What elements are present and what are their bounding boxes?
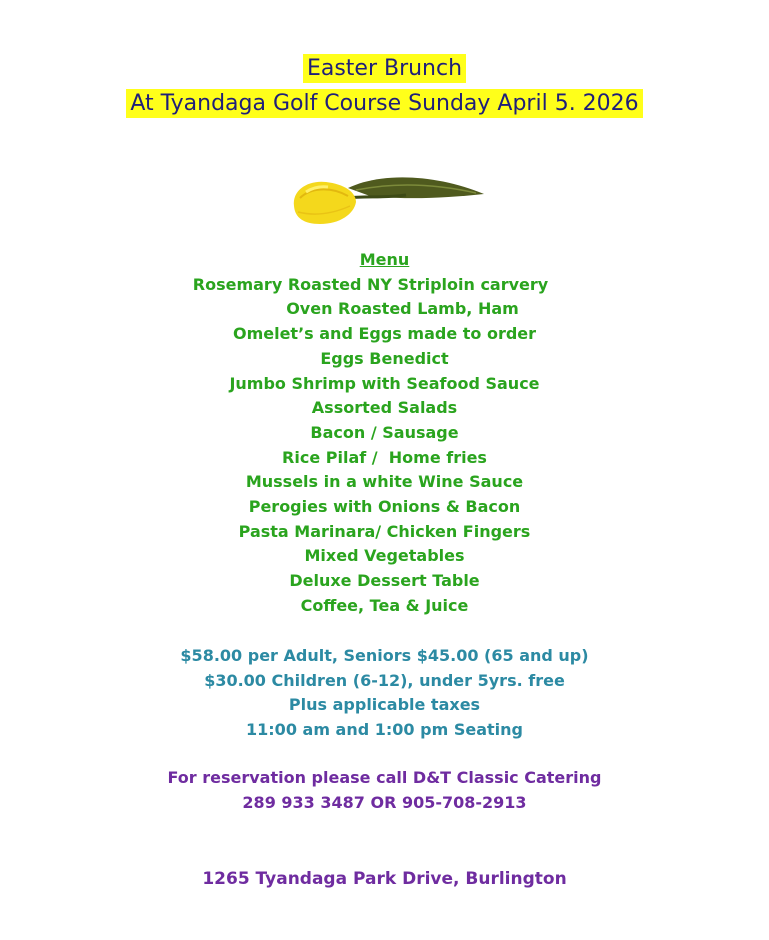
- menu-item: Oven Roasted Lamb, Ham: [286, 299, 519, 319]
- price-line: Plus applicable taxes: [288, 695, 481, 714]
- phone-numbers: 289 933 3487 OR 905-708-2913: [242, 792, 527, 812]
- menu-item: Omelet’s and Eggs made to order: [232, 324, 537, 344]
- event-subtitle-text: At Tyandaga Golf Course Sunday April 5. 2026: [126, 89, 642, 118]
- price-line: $58.00 per Adult, Seniors $45.00 (65 and up): [180, 646, 589, 665]
- venue-address: 1265 Tyandaga Park Drive, Burlington: [202, 869, 567, 889]
- menu-item: Deluxe Dessert Table: [289, 571, 480, 591]
- menu-item: Pasta Marinara/ Chicken Fingers: [238, 521, 531, 541]
- menu-item: Rosemary Roasted NY Striploin carvery: [192, 274, 549, 294]
- reservation-text: For reservation please call D&T Classic Catering: [167, 768, 602, 787]
- tulip-icon: [286, 168, 486, 232]
- menu-item: Rice Pilaf / Home fries: [282, 447, 487, 467]
- menu-item: Jumbo Shrimp with Seafood Sauce: [229, 373, 540, 393]
- menu-heading: Menu: [359, 250, 410, 269]
- price-line: 11:00 am and 1:00 pm Seating: [246, 719, 523, 739]
- menu-item: Bacon / Sausage: [310, 422, 459, 442]
- price-line: $30.00 Children (6-12), under 5yrs. free: [204, 670, 565, 690]
- menu-item: Coffee, Tea & Juice: [300, 595, 469, 615]
- menu-item: Assorted Salads: [311, 398, 458, 418]
- menu-item: Perogies with Onions & Bacon: [248, 497, 521, 517]
- menu-item: Mixed Vegetables: [304, 546, 465, 566]
- event-subtitle: [0, 89, 769, 119]
- menu-item: Eggs Benedict: [320, 348, 449, 368]
- pricing-section: [0, 644, 769, 742]
- menu-section: [0, 248, 769, 619]
- event-title: [0, 54, 769, 84]
- menu-item: Mussels in a white Wine Sauce: [245, 472, 524, 492]
- contact-section: [0, 766, 769, 815]
- event-title-text: Easter Brunch: [303, 54, 466, 83]
